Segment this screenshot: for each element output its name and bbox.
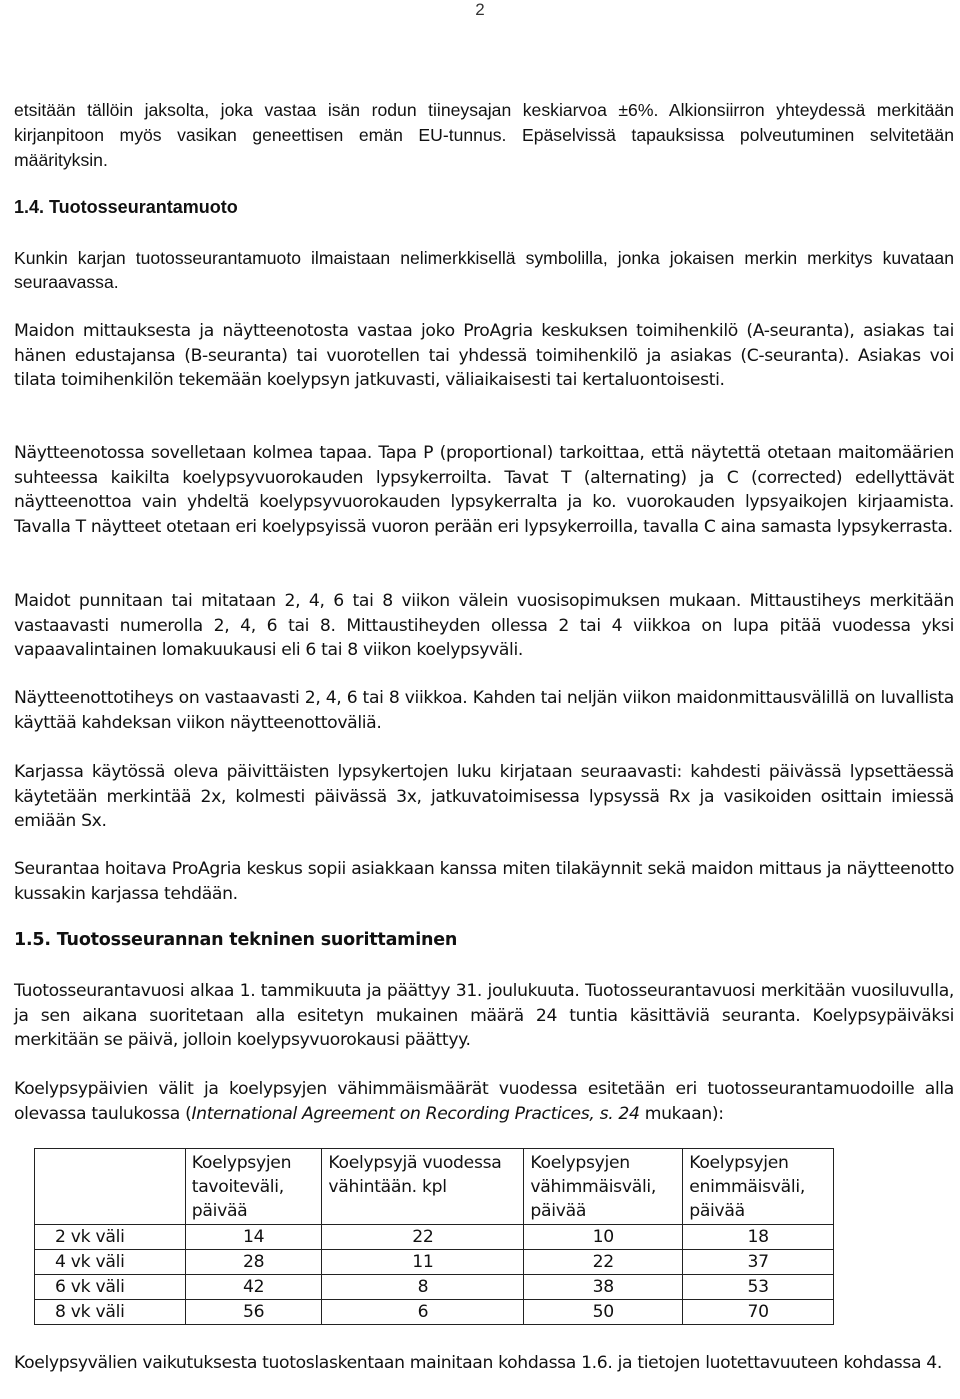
table-cell: 18 [683, 1225, 834, 1250]
table-row [35, 1275, 834, 1300]
table-cell: 14 [185, 1225, 322, 1250]
table-cell: 8 vk väli [35, 1300, 186, 1325]
table-cell: 8 [322, 1275, 524, 1300]
section-heading-1-4: 1.4. Tuotosseurantamuoto [14, 197, 238, 217]
table-cell: 28 [185, 1250, 322, 1275]
paragraph-sampling-methods: Näytteenotossa sovelletaan kolmea tapaa. Tapa P (proportional) tarkoittaa, että näytettä otetaan maitomäärien suhteessa kaikilta koelypsyvuorokauden lypsykerroilta. Tavat T (alternating) ja C (corrected) edellyttävät näytteenottoa vain yhdeltä koelypsyvuorokauden lypsykerralta ja ko. vuorokauden lypsyaikojen kirjaamista. Tavalla T näytteet otetaan eri koelypsyissä vuoron perään eri lypsykerroilla, tavalla C aina samasta lypsykerrasta. [14, 443, 954, 537]
table-cell: 50 [524, 1300, 683, 1325]
table-cell: 42 [185, 1275, 322, 1300]
table-row [35, 1225, 834, 1250]
table-cell: 70 [683, 1300, 834, 1325]
table-row [35, 1300, 834, 1325]
intro-paragraph: etsitään tällöin jaksolta, joka vastaa isän rodun tiineysajan keskiarvoa ±6%. Alkionsiirron yhteydessä merkitään kirjanpitoon myös vasikan geneettisen emän EU-tunnus. Epäselvissä tapauksissa polveutuminen selvitetään määrityksin. [14, 100, 954, 170]
table-cell: 37 [683, 1250, 834, 1275]
table-row [35, 1250, 834, 1275]
table-header-cell [35, 1149, 186, 1225]
table-header-cell: Koelypsyjen vähimmäisväli, päivää [524, 1149, 683, 1225]
table-cell: 6 vk väli [35, 1275, 186, 1300]
table-cell: 22 [322, 1225, 524, 1250]
paragraph-references: Koelypsyvälien vaikutuksesta tuotoslaskentaan mainitaan kohdassa 1.6. ja tietojen luotettavuuteen kohdassa 4. [14, 1353, 942, 1373]
table-header-cell: Koelypsyjen tavoiteväli, päivää [185, 1149, 322, 1225]
table-intro-end: mukaan): [639, 1103, 724, 1124]
paragraph-proagria-agreement: Seurantaa hoitava ProAgria keskus sopii asiakkaan kanssa miten tilakäynnit sekä maidon mittaus ja näytteenotto kussakin karjassa tehdään. [14, 859, 954, 904]
table-cell: 10 [524, 1225, 683, 1250]
table-cell: 53 [683, 1275, 834, 1300]
reference-title: International Agreement on Recording Practices, s. 24 [191, 1103, 640, 1124]
table-header-row [35, 1149, 834, 1225]
table-cell: 4 vk väli [35, 1250, 186, 1275]
table-cell: 11 [322, 1250, 524, 1275]
table-header-cell: Koelypsyjen enimmäisväli, päivää [683, 1149, 834, 1225]
paragraph-measurement-frequency: Maidot punnitaan tai mitataan 2, 4, 6 tai 8 viikon välein vuosisopimuksen mukaan. Mittaustiheys merkitään vastaavasti numerolla 2, 4, 6 tai 8. Mittaustiheyden ollessa 2 tai 4 viikkoa on lupa pitää vuodessa yksi vapaavalintainen lomakuukausi eli 6 tai 8 viikon koelypsyväli. [14, 591, 954, 660]
page-number: 2 [475, 0, 485, 19]
paragraph-measurement-responsibility: Maidon mittauksesta ja näytteenotosta vastaa joko ProAgria keskuksen toimihenkilö (A-seuranta), asiakas tai hänen edustajansa (B-seuranta) tai vuorotellen tai yhdessä toimihenkilö ja asiakas (C-seuranta). Asiakas voi tilata toimihenkilön tekemään koelypsyn jatkuvasti, väliaikaisesti tai kertaluontoisesti. [14, 321, 954, 390]
section-heading-1-5: 1.5. Tuotosseurannan tekninen suorittaminen [14, 930, 458, 950]
table-cell: 2 vk väli [35, 1225, 186, 1250]
table-header-cell: Koelypsyjä vuodessa vähintään. kpl [322, 1149, 524, 1225]
paragraph-recording-year: Tuotosseurantavuosi alkaa 1. tammikuuta ja päättyy 31. joulukuuta. Tuotosseurantavuosi merkitään vuosiluvulla, ja sen aikana suoritetaan alla esitetyn mukainen määrä 24 tuntia käsittäviä seuranta. Koelypsypäiväksi merkitään se päivä, jolloin koelypsyvuorokausi päättyy. [14, 981, 954, 1050]
paragraph-sampling-frequency: Näytteenottotiheys on vastaavasti 2, 4, 6 tai 8 viikkoa. Kahden tai neljän viikon maidonmittausvälillä on luvallista käyttää kahdeksan viikon näytteenottoväliä. [14, 688, 954, 733]
table-cell: 56 [185, 1300, 322, 1325]
table-intro-text: Koelypsypäivien välit ja koelypsyjen vähimmäismäärät vuodessa esitetään eri tuotosseurantamuodoille alla olevassa taulukossa ( [14, 1079, 954, 1124]
recording-intervals-table [34, 1148, 834, 1325]
paragraph-milkings-per-day: Karjassa käytössä oleva päivittäisten lypsykertojen luku kirjataan seuraavasti: kahdesti päivässä lypsettäessä käytetään merkintää 2x, kolmesti päivässä 3x, jatkuvatoimisessa lypsyssä Rx ja vasikoiden osittain imiessä emiään Sx. [14, 762, 954, 831]
table-cell: 38 [524, 1275, 683, 1300]
table-cell: 6 [322, 1300, 524, 1325]
paragraph-table-intro [14, 1077, 954, 1126]
paragraph-format-symbol: Kunkin karjan tuotosseurantamuoto ilmaistaan nelimerkkisellä symbolilla, jonka jokaisen merkin merkitys kuvataan seuraavassa. [14, 248, 954, 292]
table-cell: 22 [524, 1250, 683, 1275]
